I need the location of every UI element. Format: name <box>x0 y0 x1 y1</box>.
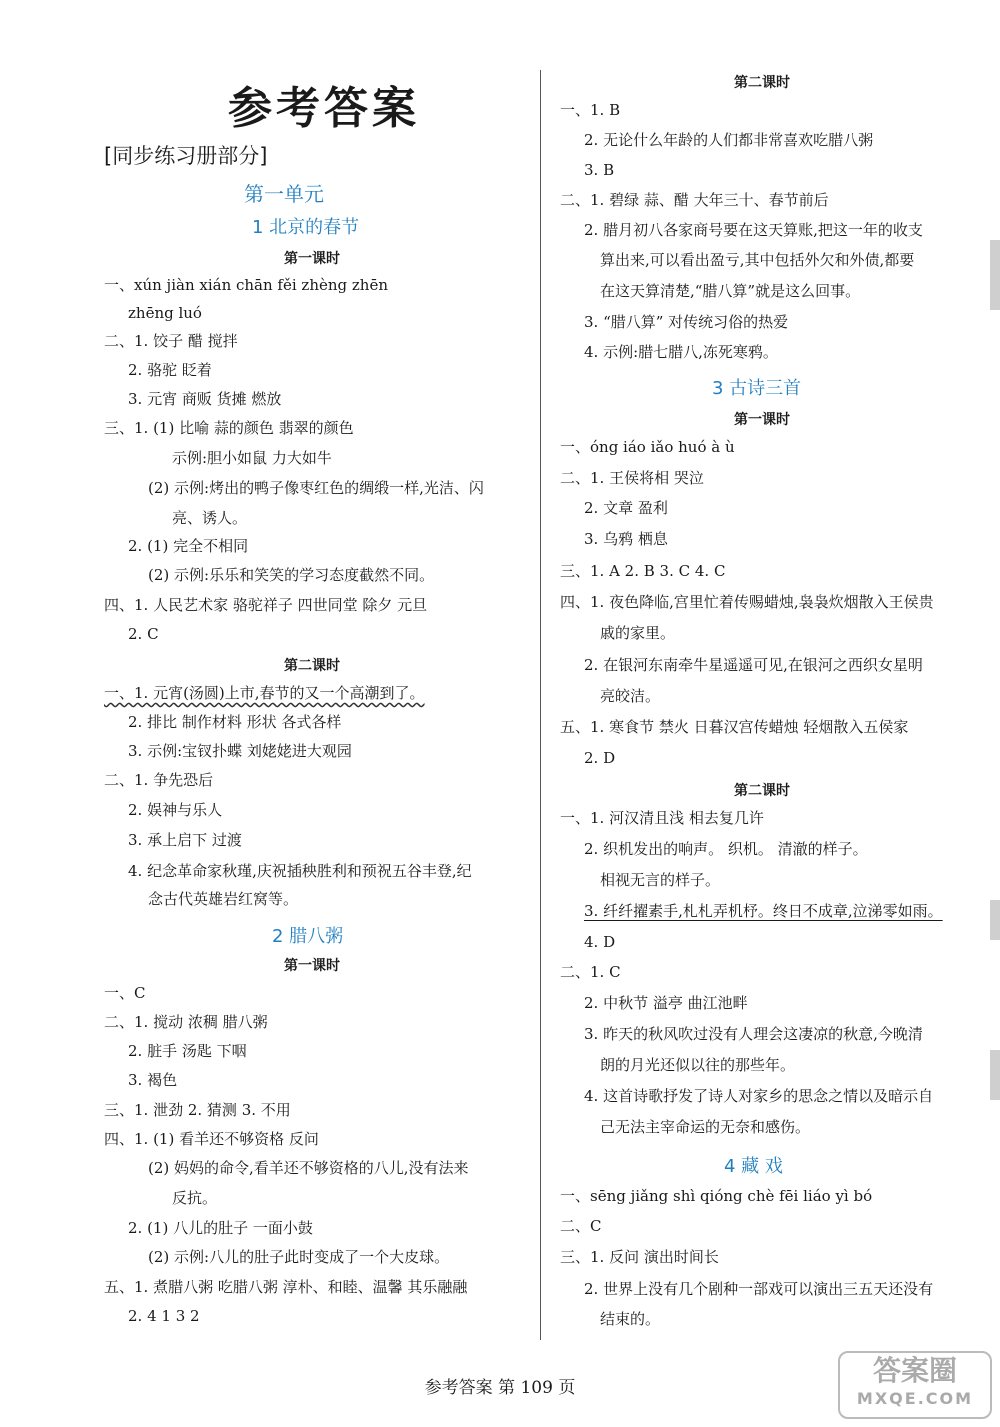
answer-line: 3. B <box>584 161 615 179</box>
answer-line: (2) 妈妈的命令,看羊还不够资格的八儿,没有法来 <box>148 1159 469 1177</box>
answer-line: 2. 文章 盈利 <box>584 499 668 517</box>
section-heading: [同步练习册部分] <box>104 144 268 168</box>
answer-line: 2. 中秋节 溢亭 曲江池畔 <box>584 994 748 1012</box>
answer-line: 五、1. 煮腊八粥 吃腊八粥 淳朴、和睦、温馨 其乐融融 <box>104 1278 468 1296</box>
period-heading: 第二课时 <box>734 783 790 799</box>
answer-line: 2. 排比 制作材料 形状 各式各样 <box>128 713 342 731</box>
answer-line: 2. C <box>128 625 159 643</box>
answer-line: 4. 示例:腊七腊八,冻死寒鸦。 <box>584 343 778 361</box>
answer-line: 2. 世界上没有几个剧种一部戏可以演出三五天还没有 <box>584 1280 934 1298</box>
lesson-heading: 4 藏 戏 <box>724 1156 783 1177</box>
answer-line: (2) 示例:八儿的肚子此时变成了一个大皮球。 <box>148 1248 450 1266</box>
answer-line: 2. 骆驼 眨着 <box>128 361 212 379</box>
answer-line: 3. “腊八算” 对传统习俗的热爱 <box>584 313 789 331</box>
answer-line: 2. (1) 八儿的肚子 一面小鼓 <box>128 1219 313 1237</box>
answer-line: 二、1. 碧绿 蒜、醋 大年三十、春节前后 <box>560 191 829 209</box>
answer-line: 示例:胆小如鼠 力大如牛 <box>172 449 332 467</box>
answer-line: 一、1. 元宵(汤圆)上市,春节的又一个高潮到了。 <box>104 684 425 702</box>
lesson-heading: 3 古诗三首 <box>712 378 802 399</box>
answer-line: 3. 褐色 <box>128 1071 178 1089</box>
period-heading: 第二课时 <box>284 658 340 674</box>
answer-line: 3. 乌鸦 栖息 <box>584 530 668 548</box>
answer-line: 在这天算清楚,“腊八算”就是这么回事。 <box>600 282 861 300</box>
answer-line: 2. D <box>584 749 616 767</box>
answer-line: 二、1. 王侯将相 哭泣 <box>560 469 704 487</box>
answer-line: 一、óng iáo iǎo huó à ù <box>560 438 735 456</box>
answer-line: 二、1. 饺子 醋 搅拌 <box>104 332 238 350</box>
answer-line: 结束的。 <box>600 1310 661 1328</box>
column-divider <box>540 70 541 1340</box>
answer-line: 反抗。 <box>172 1189 218 1207</box>
answer-line: 三、1. 反问 演出时间长 <box>560 1248 719 1266</box>
answer-line: 朗的月光还似以往的那些年。 <box>600 1056 796 1074</box>
answer-line: 三、1. A 2. B 3. C 4. C <box>560 562 726 580</box>
scan-edge-mark <box>990 240 1000 310</box>
answer-line: 一、C <box>104 984 146 1002</box>
answer-line: 三、1. 泄劲 2. 猜测 3. 不用 <box>104 1101 291 1119</box>
period-heading: 第一课时 <box>284 251 340 267</box>
answer-line: 2. 织机发出的响声。 织机。 清澈的样子。 <box>584 840 868 858</box>
answer-line: 一、1. 河汉清且浅 相去复几许 <box>560 809 764 827</box>
answer-line: 4. 这首诗歌抒发了诗人对家乡的思念之情以及暗示自 <box>584 1087 934 1105</box>
answer-line: 2. 无论什么年龄的人们都非常喜欢吃腊八粥 <box>584 131 874 149</box>
answer-line: 三、1. (1) 比喻 蒜的颜色 翡翠的颜色 <box>104 419 354 437</box>
answer-line: (2) 示例:烤出的鸭子像枣红色的绸缎一样,光洁、闪 <box>148 479 484 497</box>
watermark-stamp <box>838 1351 992 1419</box>
answer-line: 亮皎洁。 <box>600 687 661 705</box>
answer-line: 四、1. (1) 看羊还不够资格 反问 <box>104 1130 319 1148</box>
answer-line: 2. 在银河东南牵牛星遥遥可见,在银河之西织女星明 <box>584 656 923 674</box>
answer-line: 一、1. B <box>560 101 621 119</box>
answer-line: 一、sēng jiǎng shì qióng chè fēi liáo yì bó <box>560 1187 873 1205</box>
lesson-heading: 1 北京的春节 <box>252 217 360 238</box>
answer-line: 3. 示例:宝钗扑蝶 刘姥姥进大观园 <box>128 742 352 760</box>
answer-line: (2) 示例:乐乐和笑笑的学习态度截然不同。 <box>148 566 435 584</box>
lesson-heading: 2 腊八粥 <box>272 926 344 947</box>
answer-line: 3. 昨天的秋风吹过没有人理会这凄凉的秋意,今晚清 <box>584 1025 923 1043</box>
answer-line: 四、1. 人民艺术家 骆驼祥子 四世同堂 除夕 元旦 <box>104 596 428 614</box>
stamp-main-text: 答案圈 <box>872 1354 957 1387</box>
answer-line: 4. D <box>584 933 616 951</box>
answer-line: 2. 娱神与乐人 <box>128 801 223 819</box>
answer-line: 亮、诱人。 <box>172 509 248 527</box>
answer-line: 二、1. 搅动 浓稠 腊八粥 <box>104 1013 268 1031</box>
period-heading: 第一课时 <box>284 958 340 974</box>
answer-line: 2. 4 1 3 2 <box>128 1307 200 1325</box>
answer-line: 一、xún jiàn xián chān fěi zhèng zhēn <box>104 276 388 294</box>
answer-line: 2. 腊月初八各家商号要在这天算账,把这一年的收支 <box>584 221 923 239</box>
page-title: 参考答案 <box>228 83 420 134</box>
unit-heading: 第一单元 <box>244 182 324 206</box>
answer-line: 五、1. 寒食节 禁火 日暮汉宫传蜡烛 轻烟散入五侯家 <box>560 718 909 736</box>
answer-line: 2. 脏手 汤匙 下咽 <box>128 1042 247 1060</box>
stamp-sub-text: MXQE.COM <box>856 1389 974 1408</box>
scan-edge-mark <box>990 1050 1000 1100</box>
period-heading: 第二课时 <box>734 75 790 91</box>
answer-line: 3. 纤纤擢素手,札札弄机杼。终日不成章,泣涕零如雨。 <box>584 902 943 920</box>
period-heading: 第一课时 <box>734 412 790 428</box>
answer-line: 二、1. C <box>560 963 621 981</box>
answer-line: 二、C <box>560 1217 602 1235</box>
answer-line: 念古代英雄岩红窝等。 <box>148 890 299 908</box>
answer-line: 算出来,可以看出盈亏,其中包括外欠和外债,都要 <box>600 251 915 269</box>
answer-line: 四、1. 夜色降临,宫里忙着传赐蜡烛,袅袅炊烟散入王侯贵 <box>560 593 934 611</box>
answer-line: 戚的家里。 <box>600 624 676 642</box>
answer-line: 4. 纪念革命家秋瑾,庆祝插秧胜利和预祝五谷丰登,纪 <box>128 862 472 880</box>
answer-line: zhēng luó <box>128 304 202 322</box>
page-footer: 参考答案 第 109 页 <box>424 1378 576 1398</box>
answer-line: 3. 元宵 商贩 货摊 燃放 <box>128 390 282 408</box>
answer-line: 2. (1) 完全不相同 <box>128 537 249 555</box>
answer-line: 3. 承上启下 过渡 <box>128 831 242 849</box>
scan-edge-mark <box>990 900 1000 940</box>
answer-line: 己无法主宰命运的无奈和感伤。 <box>600 1118 811 1136</box>
answer-line: 二、1. 争先恐后 <box>104 771 214 789</box>
answer-line: 相视无言的样子。 <box>600 871 721 889</box>
